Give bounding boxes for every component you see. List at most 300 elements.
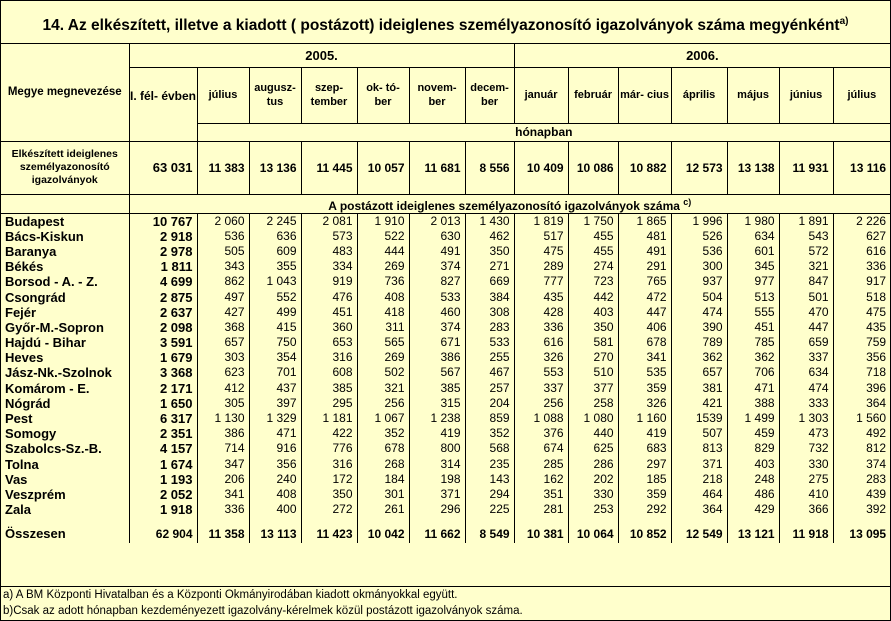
table-row	[1, 365, 890, 380]
total-value: 10 381	[514, 517, 568, 543]
month-header-2005: decem- ber	[465, 68, 514, 124]
county-value: 536	[671, 244, 727, 259]
county-value: 1 329	[249, 411, 301, 426]
county-value: 471	[249, 426, 301, 441]
county-value: 765	[618, 274, 671, 289]
county-value: 2 171	[129, 381, 197, 396]
county-name: Csongrád	[5, 289, 66, 305]
county-value: 2 081	[301, 213, 357, 229]
table-row	[1, 244, 890, 259]
county-value: 360	[301, 320, 357, 335]
county-value: 295	[301, 396, 357, 411]
county-value: 1 980	[727, 213, 779, 229]
table-row	[1, 320, 890, 335]
table-row	[1, 259, 890, 274]
county-value: 636	[249, 229, 301, 244]
county-name: Heves	[5, 350, 44, 366]
county-value: 421	[671, 396, 727, 411]
county-value: 371	[671, 457, 727, 472]
county-value: 492	[833, 426, 890, 441]
county-value: 634	[779, 365, 833, 380]
county-value: 301	[357, 487, 409, 502]
county-value: 415	[249, 320, 301, 335]
county-value: 1 679	[129, 350, 197, 365]
county-value: 1 674	[129, 457, 197, 472]
total-value: 10 042	[357, 517, 409, 543]
county-value: 435	[514, 289, 568, 304]
month-header-2005: július	[197, 68, 249, 124]
county-value: 333	[779, 396, 833, 411]
county-name: Fejér	[5, 304, 37, 320]
county-value: 270	[568, 350, 618, 365]
county-value: 261	[357, 502, 409, 517]
county-value: 385	[409, 381, 465, 396]
county-value: 535	[618, 365, 671, 380]
county-value: 608	[301, 365, 357, 380]
county-value: 374	[409, 259, 465, 274]
county-value: 829	[727, 441, 779, 456]
county-value: 422	[301, 426, 357, 441]
county-header: Megye megnevezése	[7, 86, 122, 99]
county-value: 1 918	[129, 502, 197, 517]
county-value: 937	[671, 274, 727, 289]
title-footnote-mark: a)	[839, 16, 849, 27]
county-value: 359	[618, 487, 671, 502]
county-name: Nógrád	[5, 395, 51, 411]
county-value: 474	[671, 305, 727, 320]
county-value: 408	[357, 289, 409, 304]
county-value: 536	[197, 229, 249, 244]
county-value: 347	[197, 457, 249, 472]
county-value: 486	[727, 487, 779, 502]
county-value: 412	[197, 381, 249, 396]
county-value: 366	[779, 502, 833, 517]
county-value: 364	[671, 502, 727, 517]
county-value: 185	[618, 472, 671, 487]
county-value: 297	[618, 457, 671, 472]
county-name: Budapest	[5, 213, 65, 229]
county-value: 377	[568, 381, 618, 396]
county-value: 419	[618, 426, 671, 441]
month-header-2006: február	[568, 68, 618, 124]
total-value: 11 358	[197, 517, 249, 543]
county-value: 308	[465, 305, 514, 320]
county-value: 862	[197, 274, 249, 289]
county-value: 350	[465, 244, 514, 259]
county-value: 359	[618, 381, 671, 396]
county-value: 1 499	[727, 411, 779, 426]
county-value: 917	[833, 274, 890, 289]
county-value: 374	[409, 320, 465, 335]
county-value: 460	[409, 305, 465, 320]
county-value: 674	[514, 441, 568, 456]
county-value: 470	[779, 305, 833, 320]
county-value: 274	[568, 259, 618, 274]
county-value: 472	[618, 289, 671, 304]
prepared-value: 8 556	[465, 141, 514, 194]
county-value: 2 351	[129, 426, 197, 441]
total-value: 11 662	[409, 517, 465, 543]
county-value: 316	[301, 457, 357, 472]
county-value: 1 560	[833, 411, 890, 426]
prepared-value: 11 383	[197, 141, 249, 194]
county-value: 678	[357, 441, 409, 456]
county-value: 1 750	[568, 213, 618, 229]
county-value: 408	[249, 487, 301, 502]
prepared-value: 10 882	[618, 141, 671, 194]
county-value: 1 819	[514, 213, 568, 229]
county-value: 777	[514, 274, 568, 289]
county-value: 1 043	[249, 274, 301, 289]
table-row	[1, 229, 890, 244]
table-row	[1, 305, 890, 320]
county-value: 1 080	[568, 411, 618, 426]
county-value: 467	[465, 365, 514, 380]
county-value: 451	[727, 320, 779, 335]
county-value: 3 368	[129, 365, 197, 380]
county-value: 553	[514, 365, 568, 380]
county-value: 706	[727, 365, 779, 380]
county-name: Baranya	[5, 243, 57, 259]
county-value: 184	[357, 472, 409, 487]
footnote-b: b)Csak az adott hónapban kezdeményezett igazolvány-kérelmek közül postázott igazolványok száma.	[3, 605, 523, 617]
year-2006-header: 2006.	[514, 44, 890, 68]
county-value: 198	[409, 472, 465, 487]
county-value: 659	[779, 335, 833, 350]
county-value: 1 130	[197, 411, 249, 426]
county-value: 471	[727, 381, 779, 396]
county-value: 439	[833, 487, 890, 502]
month-header-2005: szep- tember	[301, 68, 357, 124]
county-value: 330	[779, 457, 833, 472]
county-value: 2 098	[129, 320, 197, 335]
county-value: 314	[409, 457, 465, 472]
county-value: 447	[618, 305, 671, 320]
total-value: 62 904	[129, 517, 197, 543]
total-value: 13 113	[249, 517, 301, 543]
county-value: 292	[618, 502, 671, 517]
county-value: 1 193	[129, 472, 197, 487]
county-name: Borsod - A. - Z.	[5, 274, 98, 290]
county-value: 390	[671, 320, 727, 335]
county-name: Somogy	[5, 426, 57, 442]
total-label: Összesen	[5, 526, 66, 542]
county-value: 669	[465, 274, 514, 289]
county-value: 510	[568, 365, 618, 380]
county-value: 483	[301, 244, 357, 259]
month-header-2006: január	[514, 68, 568, 124]
county-value: 2 978	[129, 244, 197, 259]
county-name: Komárom - E.	[5, 380, 90, 396]
county-value: 475	[514, 244, 568, 259]
county-value: 2 226	[833, 213, 890, 229]
county-value: 336	[833, 259, 890, 274]
county-name: Tolna	[5, 456, 39, 472]
county-value: 356	[249, 457, 301, 472]
county-value: 526	[671, 229, 727, 244]
county-value: 634	[727, 229, 779, 244]
total-value: 11 423	[301, 517, 357, 543]
county-value: 491	[409, 244, 465, 259]
county-value: 543	[779, 229, 833, 244]
county-value: 683	[618, 441, 671, 456]
footnotes	[1, 586, 891, 619]
county-value: 240	[249, 472, 301, 487]
total-value: 13 121	[727, 517, 779, 543]
county-value: 354	[249, 350, 301, 365]
county-value: 555	[727, 305, 779, 320]
table-row	[1, 381, 890, 396]
county-name: Győr-M.-Sopron	[5, 319, 104, 335]
county-value: 533	[409, 289, 465, 304]
county-value: 1 088	[514, 411, 568, 426]
county-value: 341	[618, 350, 671, 365]
prepared-value: 11 681	[409, 141, 465, 194]
county-value: 268	[357, 457, 409, 472]
county-value: 386	[409, 350, 465, 365]
county-value: 2 245	[249, 213, 301, 229]
county-value: 330	[568, 487, 618, 502]
county-value: 552	[249, 289, 301, 304]
county-value: 435	[833, 320, 890, 335]
county-value: 827	[409, 274, 465, 289]
total-value: 10 852	[618, 517, 671, 543]
county-value: 256	[514, 396, 568, 411]
county-value: 202	[568, 472, 618, 487]
county-value: 671	[409, 335, 465, 350]
total-value: 12 549	[671, 517, 727, 543]
county-value: 2 060	[197, 213, 249, 229]
county-value: 218	[671, 472, 727, 487]
county-value: 567	[409, 365, 465, 380]
county-value: 517	[514, 229, 568, 244]
county-value: 269	[357, 350, 409, 365]
county-value: 718	[833, 365, 890, 380]
county-value: 462	[465, 229, 514, 244]
county-value: 723	[568, 274, 618, 289]
county-value: 10 767	[129, 213, 197, 229]
prepared-value: 63 031	[129, 141, 197, 194]
county-value: 315	[409, 396, 465, 411]
county-value: 616	[833, 244, 890, 259]
county-value: 616	[514, 335, 568, 350]
county-value: 1 160	[618, 411, 671, 426]
county-value: 300	[671, 259, 727, 274]
county-value: 701	[249, 365, 301, 380]
month-header-2006: július	[833, 68, 890, 124]
county-value: 269	[357, 259, 409, 274]
table-title	[1, 1, 890, 44]
county-value: 294	[465, 487, 514, 502]
county-value: 442	[568, 289, 618, 304]
county-value: 572	[779, 244, 833, 259]
county-value: 653	[301, 335, 357, 350]
county-value: 272	[301, 502, 357, 517]
month-header-2006: június	[779, 68, 833, 124]
county-value: 172	[301, 472, 357, 487]
county-value: 919	[301, 274, 357, 289]
county-value: 321	[357, 381, 409, 396]
county-name: Veszprém	[5, 486, 66, 502]
county-value: 522	[357, 229, 409, 244]
county-value: 776	[301, 441, 357, 456]
county-value: 473	[779, 426, 833, 441]
subtitle-text: A postázott ideiglenes személyazonosító igazolványok száma	[328, 198, 680, 213]
honapban-label: hónapban	[197, 123, 890, 141]
county-value: 376	[514, 426, 568, 441]
county-value: 459	[727, 426, 779, 441]
county-value: 275	[779, 472, 833, 487]
county-value: 1 910	[357, 213, 409, 229]
month-header-2005: ok- tó- ber	[357, 68, 409, 124]
county-value: 977	[727, 274, 779, 289]
county-value: 6 317	[129, 411, 197, 426]
county-value: 4 699	[129, 274, 197, 289]
county-value: 351	[514, 487, 568, 502]
county-value: 403	[568, 305, 618, 320]
county-value: 352	[465, 426, 514, 441]
county-value: 601	[727, 244, 779, 259]
table-row	[1, 289, 890, 304]
county-value: 406	[618, 320, 671, 335]
county-value: 392	[833, 502, 890, 517]
county-value: 289	[514, 259, 568, 274]
county-value: 455	[568, 244, 618, 259]
county-value: 481	[618, 229, 671, 244]
county-value: 1 891	[779, 213, 833, 229]
county-value: 403	[727, 457, 779, 472]
county-value: 271	[465, 259, 514, 274]
county-value: 255	[465, 350, 514, 365]
county-value: 1 650	[129, 396, 197, 411]
county-value: 429	[727, 502, 779, 517]
county-value: 374	[833, 457, 890, 472]
county-value: 800	[409, 441, 465, 456]
subtitle-footnote-mark: c)	[683, 196, 692, 207]
prepared-value: 10 086	[568, 141, 618, 194]
county-value: 257	[465, 381, 514, 396]
county-value: 235	[465, 457, 514, 472]
county-value: 657	[671, 365, 727, 380]
county-value: 1 238	[409, 411, 465, 426]
total-value: 10 064	[568, 517, 618, 543]
county-value: 859	[465, 411, 514, 426]
county-value: 657	[197, 335, 249, 350]
county-value: 386	[197, 426, 249, 441]
county-name: Jász-Nk.-Szolnok	[5, 365, 112, 381]
county-value: 371	[409, 487, 465, 502]
month-header-2005: novem- ber	[409, 68, 465, 124]
county-value: 388	[727, 396, 779, 411]
county-value: 256	[357, 396, 409, 411]
county-value: 362	[671, 350, 727, 365]
year-2005-header: 2005.	[129, 44, 514, 68]
county-value: 291	[618, 259, 671, 274]
county-value: 444	[357, 244, 409, 259]
county-value: 356	[833, 350, 890, 365]
county-value: 400	[249, 502, 301, 517]
county-value: 1 996	[671, 213, 727, 229]
county-value: 505	[197, 244, 249, 259]
total-value: 8 549	[465, 517, 514, 543]
county-value: 364	[833, 396, 890, 411]
county-value: 502	[357, 365, 409, 380]
county-value: 1 865	[618, 213, 671, 229]
county-value: 204	[465, 396, 514, 411]
county-value: 464	[671, 487, 727, 502]
county-value: 428	[514, 305, 568, 320]
county-value: 316	[301, 350, 357, 365]
county-value: 501	[779, 289, 833, 304]
county-value: 437	[249, 381, 301, 396]
table-row	[1, 274, 890, 289]
data-table	[1, 44, 890, 543]
county-value: 334	[301, 259, 357, 274]
county-value: 513	[727, 289, 779, 304]
table-row	[1, 396, 890, 411]
total-value: 13 095	[833, 517, 890, 543]
county-value: 253	[568, 502, 618, 517]
first-half-header: I. fél- évben	[129, 68, 197, 124]
county-value: 533	[465, 335, 514, 350]
county-value: 1 181	[301, 411, 357, 426]
county-value: 248	[727, 472, 779, 487]
county-value: 499	[249, 305, 301, 320]
county-value: 283	[465, 320, 514, 335]
county-value: 419	[409, 426, 465, 441]
prepared-value: 10 057	[357, 141, 409, 194]
county-value: 305	[197, 396, 249, 411]
county-value: 573	[301, 229, 357, 244]
total-row	[1, 517, 890, 543]
prepared-value: 13 136	[249, 141, 301, 194]
county-name: Szabolcs-Sz.-B.	[5, 441, 102, 457]
county-value: 625	[568, 441, 618, 456]
table-row	[1, 335, 890, 350]
county-value: 455	[568, 229, 618, 244]
county-value: 623	[197, 365, 249, 380]
month-header-2006: már- cius	[618, 68, 671, 124]
county-value: 410	[779, 487, 833, 502]
county-value: 296	[409, 502, 465, 517]
county-value: 474	[779, 381, 833, 396]
county-value: 225	[465, 502, 514, 517]
county-value: 732	[779, 441, 833, 456]
county-value: 451	[301, 305, 357, 320]
county-value: 381	[671, 381, 727, 396]
county-value: 630	[409, 229, 465, 244]
county-value: 384	[465, 289, 514, 304]
county-value: 736	[357, 274, 409, 289]
county-name: Békés	[5, 259, 44, 275]
county-value: 789	[671, 335, 727, 350]
county-value: 440	[568, 426, 618, 441]
county-value: 350	[568, 320, 618, 335]
table-row	[1, 502, 890, 517]
county-value: 1539	[671, 411, 727, 426]
county-value: 447	[779, 320, 833, 335]
county-value: 345	[727, 259, 779, 274]
county-value: 2 875	[129, 289, 197, 304]
county-value: 283	[833, 472, 890, 487]
county-value: 326	[514, 350, 568, 365]
county-value: 285	[514, 457, 568, 472]
county-value: 362	[727, 350, 779, 365]
county-value: 2 918	[129, 229, 197, 244]
county-value: 4 157	[129, 441, 197, 456]
county-value: 286	[568, 457, 618, 472]
county-value: 627	[833, 229, 890, 244]
